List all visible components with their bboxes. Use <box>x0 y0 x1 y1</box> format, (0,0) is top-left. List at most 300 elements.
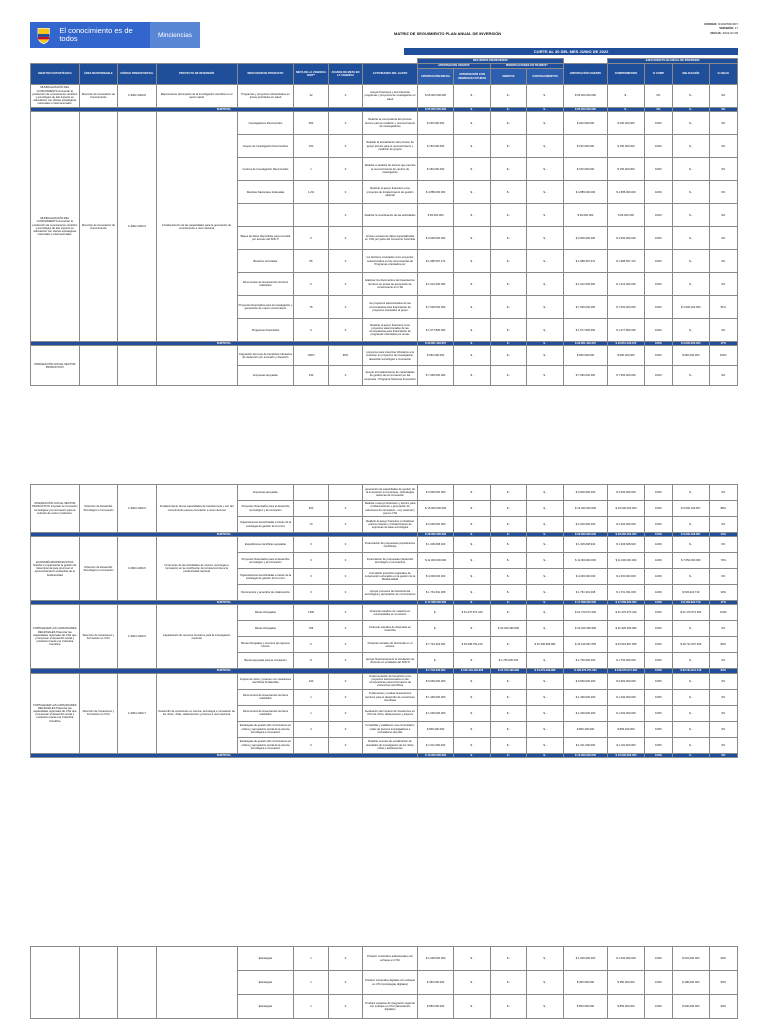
meta-cell: 32 <box>294 85 328 108</box>
codigo-cell: C-3904-1000-7 <box>118 673 156 753</box>
vigfut-cell: $ - <box>454 85 490 108</box>
subtotal-deb: $ - <box>490 342 526 346</box>
meta-cell: 76 <box>294 296 328 319</box>
meta-cell: 520 <box>294 501 328 517</box>
poblig-cell: 0% <box>709 227 737 250</box>
poblig-cell: 100% <box>709 605 737 621</box>
inicial-cell: $ - <box>417 653 453 669</box>
avance-cell: 0 <box>328 737 362 753</box>
indicador-cell: Grupos de Investigación Reconocidos <box>237 135 294 158</box>
vigfut-cell: $ - <box>454 158 490 181</box>
pcomp-cell: 100% <box>644 296 672 319</box>
indicador-cell: Revistas Nacionales Indexadas <box>237 181 294 204</box>
meta-cell: 0 <box>294 553 328 569</box>
vigente-cell: $ 65.000.000.000 <box>563 85 608 108</box>
comp-cell: $ 1.490.000.000 <box>608 689 644 705</box>
subtotal-comp: $ - <box>608 108 644 112</box>
meta-cell: 70 <box>294 517 328 533</box>
poblig-cell: 63% <box>709 995 737 1019</box>
avance-cell: 0 <box>328 947 362 971</box>
inicial-cell: $ 65.000.000.000 <box>417 85 453 108</box>
comp-cell: $ 1.750.000.000 <box>608 653 644 669</box>
meta-cell: 130 <box>294 366 328 386</box>
deb-cell: $ - <box>490 346 526 366</box>
pcomp-cell: 100% <box>644 485 672 501</box>
col-obligacion: OBLIGACIÓN <box>673 64 709 85</box>
comp-cell: $ 1.011.600.000 <box>608 737 644 753</box>
vigfut-cell: $ - <box>454 250 490 273</box>
oblig-cell: $ 601.000.000 <box>673 947 709 971</box>
subtotal-contra: $ 34.079.499.996 <box>527 669 563 673</box>
contra-cell: $ - <box>527 553 563 569</box>
avance-cell: 0 <box>328 705 362 721</box>
meta-cell: 1300 <box>294 605 328 621</box>
contra-cell: $ - <box>527 204 563 227</box>
subtotal-poblig: 84% <box>709 669 737 673</box>
indicador-cell: Documentos de lineamientos técnicos realizados <box>237 689 294 705</box>
contra-cell: $ - <box>527 485 563 501</box>
vigente-cell: $ 11.000.000.000 <box>563 553 608 569</box>
oblig-cell: $ - <box>673 621 709 637</box>
contra-cell: $ - <box>527 947 563 971</box>
vigfut-cell: $ - <box>454 112 490 135</box>
avance-cell: 0 <box>328 319 362 342</box>
subtotal-contra: $ - <box>527 342 563 346</box>
pcomp-cell: 100% <box>644 366 672 386</box>
actividad-cell: Apoyar el fortalecimiento de capacidades de gestión de la innovación en las empresas - Programa Sistemas Innovación <box>363 366 418 386</box>
avance-cell: 0 <box>328 273 362 296</box>
vigente-cell: $ 1.012.000.000 <box>563 273 608 296</box>
indicador-cell: Centros de Investigación Reconocidos <box>237 158 294 181</box>
indicador-cell: Programas y proyectos cofinanciados en temas prioritarios en salud <box>237 85 294 108</box>
vigfut-cell: $ - <box>454 319 490 342</box>
inicial-cell: $ 1.761.391.008 <box>417 585 453 601</box>
contra-cell: $ - <box>527 319 563 342</box>
vigfut-cell: $ - <box>454 517 490 533</box>
poblig-cell: 0% <box>709 653 737 669</box>
deb-cell: $ - <box>490 135 526 158</box>
oblig-cell: $ 29.721.097.356 <box>673 637 709 653</box>
codigo-value: D101PR01F07 <box>718 22 738 26</box>
subtotal-oblig: $ 6.630.106.667 <box>673 533 709 537</box>
poblig-cell: 88% <box>709 501 737 517</box>
subtotal-deb: $ - <box>490 601 526 605</box>
poblig-cell: 30% <box>709 585 737 601</box>
comp-cell: $ 4.886.000.000 <box>608 181 644 204</box>
table-row <box>31 673 738 689</box>
meta-cell: 1 <box>294 705 328 721</box>
document-page-1 <box>30 18 738 438</box>
subtotal-vigente: $ 20.851.403.372 <box>563 342 608 346</box>
actividad-cell: Realizar el apoyo financiero a iniciativas para la creación y fortalecimiento de empresas de base tecnológica <box>363 517 418 533</box>
avance-cell: 0 <box>328 112 362 135</box>
inicial-cell: $ 150.000.000 <box>417 158 453 181</box>
comp-cell: $ 350.000.000 <box>608 971 644 995</box>
subtotal-comp: $ 129.070.071.091 <box>608 669 644 673</box>
inicial-cell: $ 4.000.000.000 <box>417 569 453 585</box>
table-row <box>31 485 738 501</box>
inicial-cell: $ - <box>417 621 453 637</box>
oblig-cell: $ - <box>673 517 709 533</box>
meta-cell: 1 <box>294 995 328 1019</box>
meta-cell: 3 <box>294 721 328 737</box>
subtotal-label: SUBTOTAL <box>31 669 418 673</box>
deb-cell: $ - <box>490 569 526 585</box>
inicial-cell: $ 15.000.000.000 <box>417 501 453 517</box>
subtotal-label: SUBTOTAL <box>31 342 418 346</box>
subtotal-oblig: $ 92.191.841.719 <box>673 669 709 673</box>
logo-text: El conocimiento es de todos <box>59 26 133 43</box>
investment-matrix-table-continued <box>30 484 738 758</box>
inicial-cell: $ 850.000.000 <box>417 995 453 1019</box>
subtotal-deb: $ - <box>490 533 526 537</box>
avance-cell: 0 <box>328 250 362 273</box>
pcomp-cell: 100% <box>644 995 672 1019</box>
contra-cell: $ - <box>527 721 563 737</box>
vigfut-cell: $ - <box>454 227 490 250</box>
comp-cell: $ 1.761.391.008 <box>608 585 644 601</box>
actividad-cell: Realizar el análisis de actores que permita el reconocimiento de centros de investigación <box>363 158 418 181</box>
meta-cell: 796 <box>294 621 328 637</box>
vigfut-cell: $ - <box>454 673 490 689</box>
meta-cell: 0 <box>294 537 328 553</box>
avance-cell: 0 <box>328 995 362 1019</box>
proyecto-cell: Mejoramiento del impacto de la investigación científica en el sector salud <box>156 85 237 108</box>
oblig-cell: $ - <box>673 689 709 705</box>
vigfut-cell: $ - <box>454 621 490 637</box>
contra-cell: $ - <box>527 181 563 204</box>
contra-cell: $ - <box>527 135 563 158</box>
pcomp-cell: 100% <box>644 112 672 135</box>
vigente-cell: $ 1.000.000.000 <box>563 947 608 971</box>
indicador-cell: Asignación del cupo de beneficios tributarios de deducción por inversión y donación <box>237 346 294 366</box>
subtotal-inicial: $ 20.851.403.372 <box>417 342 453 346</box>
objetivo-cell: INTEGRACIÓN CON EL SECTOR PRODUCTIVO Impulsar la innovación tecnológica y la innovación para la solución de sector productivo. <box>31 485 80 533</box>
subtotal-pcomp: 100% <box>644 533 672 537</box>
col-vigencias-futuras: APROPIACIÓN CON VIGENCIAS FUTURAS <box>454 69 490 85</box>
meta-cell <box>294 204 328 227</box>
comp-cell: $ 1.012.000.000 <box>608 273 644 296</box>
investment-matrix-table <box>30 58 738 386</box>
indicador-cell: Programas financiados <box>237 319 294 342</box>
actividad-cell: Acceso a bases de datos especializadas en CTeI por parte del Consorcio Colombia <box>363 227 418 250</box>
inicial-cell: $ 1.306.608.943 <box>417 537 453 553</box>
vigente-cell: $ 33.519.897.655 <box>563 637 608 653</box>
pcomp-cell: 100% <box>644 501 672 517</box>
version-value: 17 <box>734 26 738 31</box>
deb-cell: $ - <box>490 181 526 204</box>
indicador-cell: Documentos y acuerdos de colaboración <box>237 585 294 601</box>
avance-cell: 0 <box>328 158 362 181</box>
poblig-cell: 0% <box>709 250 737 273</box>
poblig-cell: 0% <box>709 85 737 108</box>
meta-cell: 1,2% <box>294 181 328 204</box>
oblig-cell: $ - <box>673 537 709 553</box>
ejecucion-header: EJECUCION PLAN ANUAL DE INVERSIÓN <box>608 59 738 64</box>
area-cell: Dirección de Generación de Conocimiento <box>79 112 117 342</box>
col-meta: META DE LA VIGENCIA 2022** <box>294 64 328 85</box>
actividad-cell: Producir espacios de integración regional con enfoque en CTeI (laboratorios digitales) <box>363 995 418 1019</box>
subtotal-deb: $ - <box>490 753 526 757</box>
oblig-cell: $ - <box>673 85 709 108</box>
codigo-cell: C-3903-1000-5 <box>118 537 156 601</box>
vigfut-cell: $ - <box>454 501 490 517</box>
poblig-cell: 0% <box>709 517 737 533</box>
vigente-cell: $ 1.000.000.000 <box>563 705 608 721</box>
pcomp-cell: 100% <box>644 537 672 553</box>
proyecto-cell: Fortalecimiento de las capacidades para la generación de conocimiento a nivel nacional <box>156 112 237 342</box>
oblig-cell: $ - <box>673 737 709 753</box>
subtotal-deb: $ 34.079.499.996 <box>490 669 526 673</box>
inicial-cell: $ 1.011.600.000 <box>417 737 453 753</box>
subtotal-vigfut: $ - <box>454 533 490 537</box>
subtotal-oblig: $ - <box>673 108 709 112</box>
oblig-cell: $ 533.622.719 <box>673 585 709 601</box>
oblig-cell: $ - <box>673 250 709 273</box>
page-header <box>30 18 738 52</box>
actividad-cell: Producir contenidos digitales con enfoque en CTeI (estrategias digitales) <box>363 971 418 995</box>
deb-cell: $ - <box>490 517 526 533</box>
col-apropiacion-vigente: APROPIACIÓN VIGENTE <box>417 64 490 69</box>
meta-cell: 150 <box>294 135 328 158</box>
pcomp-cell: 100% <box>644 721 672 737</box>
vigfut-cell: $ - <box>454 181 490 204</box>
pcomp-cell: 100% <box>644 673 672 689</box>
indicador-cell <box>237 204 294 227</box>
subtotal-vigfut: $ 126.119.423.656 <box>454 669 490 673</box>
indicador-cell: Documentos de lineamientos técnicos realizados <box>237 273 294 296</box>
subtotal-contra: $ - <box>527 108 563 112</box>
document-meta <box>678 22 738 35</box>
subtotal-label: SUBTOTAL <box>31 108 418 112</box>
objetivo-cell: INTEGRACIÓN CON EL SECTOR PRODUCTIVO <box>31 346 80 386</box>
avance-cell: 0 <box>328 296 362 319</box>
actividad-cell: Financiar estudios de doctorado en el exterior <box>363 637 418 653</box>
oblig-cell: $ - <box>673 653 709 669</box>
oblig-cell: $ - <box>673 366 709 386</box>
subtotal-oblig: $ 3.600.000.000 <box>673 342 709 346</box>
contra-cell: $ - <box>527 537 563 553</box>
deb-cell: $ - <box>490 158 526 181</box>
oblig-cell: $ - <box>673 158 709 181</box>
actividad-cell: Realizar el apoyo financiero a los proyectos de fortalecimiento de gestión editorial <box>363 181 418 204</box>
contra-cell: $ - <box>527 296 563 319</box>
subtotal-label: SUBTOTAL <box>31 601 418 605</box>
contra-cell: $ - <box>527 995 563 1019</box>
avance-cell: 0 <box>328 721 362 737</box>
oblig-cell: $ - <box>673 485 709 501</box>
subtotal-oblig: $ - <box>673 753 709 757</box>
contra-cell: $ - <box>527 585 563 601</box>
vigente-cell: $ 32.329.499.996 <box>563 621 608 637</box>
objetivo-cell: ECONOMÍA BIOPRODUCTIVA Diseñar e implementar la gestión de bioeconomía para promover el aprovechamiento sostenible de la biodiversidad <box>31 537 80 601</box>
avance-cell: 0 <box>328 553 362 569</box>
proyecto-cell: Incremento de las actividades de ciencia, tecnología e innovación en la contribución de la bioeconomía a la productividad nacional <box>156 537 237 601</box>
codigo-label: CÓDIGO: <box>704 22 718 26</box>
avance-cell: 0 <box>328 689 362 705</box>
poblig-cell: 60% <box>709 947 737 971</box>
comp-cell: $ 809.400.000 <box>608 721 644 737</box>
inicial-cell: $ 1.986.597.472 <box>417 250 453 273</box>
contra-cell: $ - <box>527 673 563 689</box>
meta-cell: 1 <box>294 689 328 705</box>
subtotal-pcomp: 100% <box>644 601 672 605</box>
col-avance: AVANCE DE META EN LA VIGENCIA <box>328 64 362 85</box>
deb-cell: $ - <box>490 273 526 296</box>
avance-cell: 0 <box>328 537 362 553</box>
pcomp-cell: 100% <box>644 689 672 705</box>
poblig-cell: 51% <box>709 296 737 319</box>
subtotal-inicial: $ 7.743.423.364 <box>417 669 453 673</box>
contra-cell: $ - <box>527 366 563 386</box>
deb-cell: $ - <box>490 995 526 1019</box>
col-pct-comp: % COMP <box>644 64 672 85</box>
pcomp-cell: 100% <box>644 637 672 653</box>
contra-cell: $ - <box>527 158 563 181</box>
codigo-cell: C-3904-1000-5 <box>118 605 156 669</box>
colombia-shield-icon <box>34 25 53 45</box>
indicador-cell: Proyectos financiados para el desarrollo tecnológico y la innovación <box>237 553 294 569</box>
vigente-cell: $ 200.000.000 <box>563 112 608 135</box>
vigente-cell: $ 1.677.800.000 <box>563 319 608 342</box>
inicial-cell: $ 660.000.000 <box>417 346 453 366</box>
indicador-cell: Empresas apoyadas <box>237 485 294 501</box>
deb-cell: $ - <box>490 605 526 621</box>
inicial-cell: $ 200.000.000 <box>417 112 453 135</box>
oblig-cell: $ - <box>673 721 709 737</box>
meta-cell: 1 <box>294 947 328 971</box>
pcomp-cell: 100% <box>644 181 672 204</box>
avance-cell: 0 <box>328 971 362 995</box>
meta-cell: 120 <box>294 673 328 689</box>
oblig-cell: $ - <box>673 705 709 721</box>
subtotal-vigfut: $ - <box>454 601 490 605</box>
col-area: ÁREA RESPONSABLE <box>79 64 117 85</box>
vigente-cell: $ 2.200.000.000 <box>563 517 608 533</box>
poblig-cell: 0% <box>709 737 737 753</box>
vigfut-cell: $ - <box>454 537 490 553</box>
poblig-cell: 0% <box>709 158 737 181</box>
vigente-cell: $ 1.306.608.943 <box>563 537 608 553</box>
deb-cell: $ - <box>490 204 526 227</box>
objetivo-cell: MUNDIALIZACIÓN DEL CONOCIMIENTO Aumentar la producción de conocimiento científico y tecnológico de alto impacto en articulación con ofertas estratégicas nacionales e internacionales. <box>31 112 80 342</box>
subtotal-vigente: $ 129.070.071.091 <box>563 669 608 673</box>
pcomp-cell: 100% <box>644 569 672 585</box>
inicial-cell: $ 350.000.000 <box>417 971 453 995</box>
contra-cell: $ - <box>527 517 563 533</box>
poblig-cell: 100% <box>709 346 737 366</box>
indicador-cell: Proyectos financiados para el desarrollo tecnológico y la innovación <box>237 501 294 517</box>
indicador-cell: Becas apoyadas para la circulación <box>237 653 294 669</box>
vigente-cell: $ 1.761.391.008 <box>563 585 608 601</box>
actividad-cell: Producir contenidos audiovisuales con enfoque en CTeI <box>363 947 418 971</box>
poblig-cell: 0% <box>709 689 737 705</box>
subtotal-inicial: $ 65.000.000.000 <box>417 108 453 112</box>
actividad-cell: los doctores vinculados a los proyectos seleccionados en las convocatorias de Programas orientados por <box>363 250 418 273</box>
subtotal-vigfut: $ - <box>454 342 490 346</box>
actividad-cell: Apoyar financiera y técnicamente programas y proyectos de investigación en salud <box>363 85 418 108</box>
avance-cell: 0 <box>328 605 362 621</box>
col-indicador: INDICADOR DE PRODUCTO <box>237 64 294 85</box>
objetivo-cell: MUNDIALIZACIÓN DEL CONOCIMIENTO Aumentar la producción de conocimiento científico y tecnológico de alto impacto en articulación con ofertas estratégicas nacionales e internacionales. <box>31 85 80 108</box>
meta-cell <box>294 485 328 501</box>
poblig-cell: 0% <box>709 537 737 553</box>
deb-cell: $ - <box>490 319 526 342</box>
meta-cell: 100% <box>294 346 328 366</box>
fecha-label: FECHA: <box>710 30 722 35</box>
oblig-cell: $ - <box>673 673 709 689</box>
vigente-cell: $ 4.886.000.000 <box>563 181 608 204</box>
pcomp-cell: 100% <box>644 273 672 296</box>
indicador-cell: Estrategias <box>237 995 294 1019</box>
vigente-cell: $ 7.000.000.000 <box>563 296 608 319</box>
vigente-cell: $ 3.600.000.000 <box>563 485 608 501</box>
pcomp-cell: 100% <box>644 553 672 569</box>
actividad-cell: Realizar la convocatoria del proceso técnico para la medición y reconocimiento de investigadores <box>363 112 418 135</box>
table-row <box>31 85 738 108</box>
avance-cell: 0 <box>328 501 362 517</box>
poblig-cell: 0% <box>709 273 737 296</box>
comp-cell: $ 11.000.000.000 <box>608 553 644 569</box>
deb-cell: $ 1.750.000.000 <box>490 653 526 669</box>
vigente-cell: $ 1.490.000.000 <box>563 689 608 705</box>
indicador-cell: Becas Otorgadas <box>237 621 294 637</box>
poblig-cell: 0% <box>709 673 737 689</box>
deb-cell: $ - <box>490 553 526 569</box>
objetivo-cell <box>31 947 80 1019</box>
indicador-cell: Proyectos financiados para la investigación y generación de nuevo conocimiento <box>237 296 294 319</box>
deb-cell: $ - <box>490 485 526 501</box>
deb-cell: $ 32.329.499.996 <box>490 621 526 637</box>
subtotal-comp: $ 20.851.403.372 <box>608 342 644 346</box>
vigfut-cell: $ - <box>454 653 490 669</box>
deb-cell: $ - <box>490 366 526 386</box>
inicial-cell: $ 9.660.000.000 <box>417 673 453 689</box>
subtotal-comp: $ 13.000.000.000 <box>608 753 644 757</box>
col-codigo: CÓDIGO PRESUPUESTAL <box>118 64 156 85</box>
inicial-cell: $ 7.743.423.364 <box>417 637 453 653</box>
oblig-cell: $ - <box>673 569 709 585</box>
col-apropiacion-inicial: APROPIACIÓN INICIAL <box>417 69 453 85</box>
codigo-cell: C-3903-1000-6 <box>118 485 156 533</box>
vigfut-cell: $ 61.470.673.440 <box>454 605 490 621</box>
subtotal-vigente: $ 29.060.000.000 <box>563 533 608 537</box>
subtotal-vigfut: $ - <box>454 108 490 112</box>
deb-cell: $ - <box>490 296 526 319</box>
pcomp-cell: 100% <box>644 204 672 227</box>
actividad-cell: Formalizar acuerdos regionales de cooperación enfocados en la gestión de la Biodiversidad <box>363 569 418 585</box>
poblig-cell: 0% <box>709 569 737 585</box>
vigente-cell: $ 84.000.000 <box>563 204 608 227</box>
comp-cell: $ 2.200.000.000 <box>608 517 644 533</box>
vigfut-cell: $ - <box>454 366 490 386</box>
subtotal-vigente: $ 65.000.000.000 <box>563 108 608 112</box>
table-row <box>31 947 738 971</box>
contra-cell: $ - <box>527 501 563 517</box>
deb-cell: $ - <box>490 705 526 721</box>
indicador-cell: Documentos de lineamientos técnicos realizados <box>237 705 294 721</box>
inicial-cell: $ - <box>417 605 453 621</box>
subtotal-label: SUBTOTAL <box>31 533 418 537</box>
deb-cell: $ - <box>490 501 526 517</box>
version-label: VERSIÓN: <box>719 26 734 31</box>
indicador-cell: Expediciones científicas apoyadas <box>237 537 294 553</box>
indicador-cell: Organizaciones beneficiadas a través de la estrategia de gestión de la I+D+I <box>237 569 294 585</box>
area-cell: Dirección de Vocaciones y Formación en CTeI <box>79 673 117 753</box>
actividad-cell: Elaborar los documentos de lineamientos técnicos en temas de generación de conocimiento en CTeI <box>363 273 418 296</box>
comp-cell: $ 84.000.000 <box>608 204 644 227</box>
avance-cell: 0 <box>328 204 362 227</box>
